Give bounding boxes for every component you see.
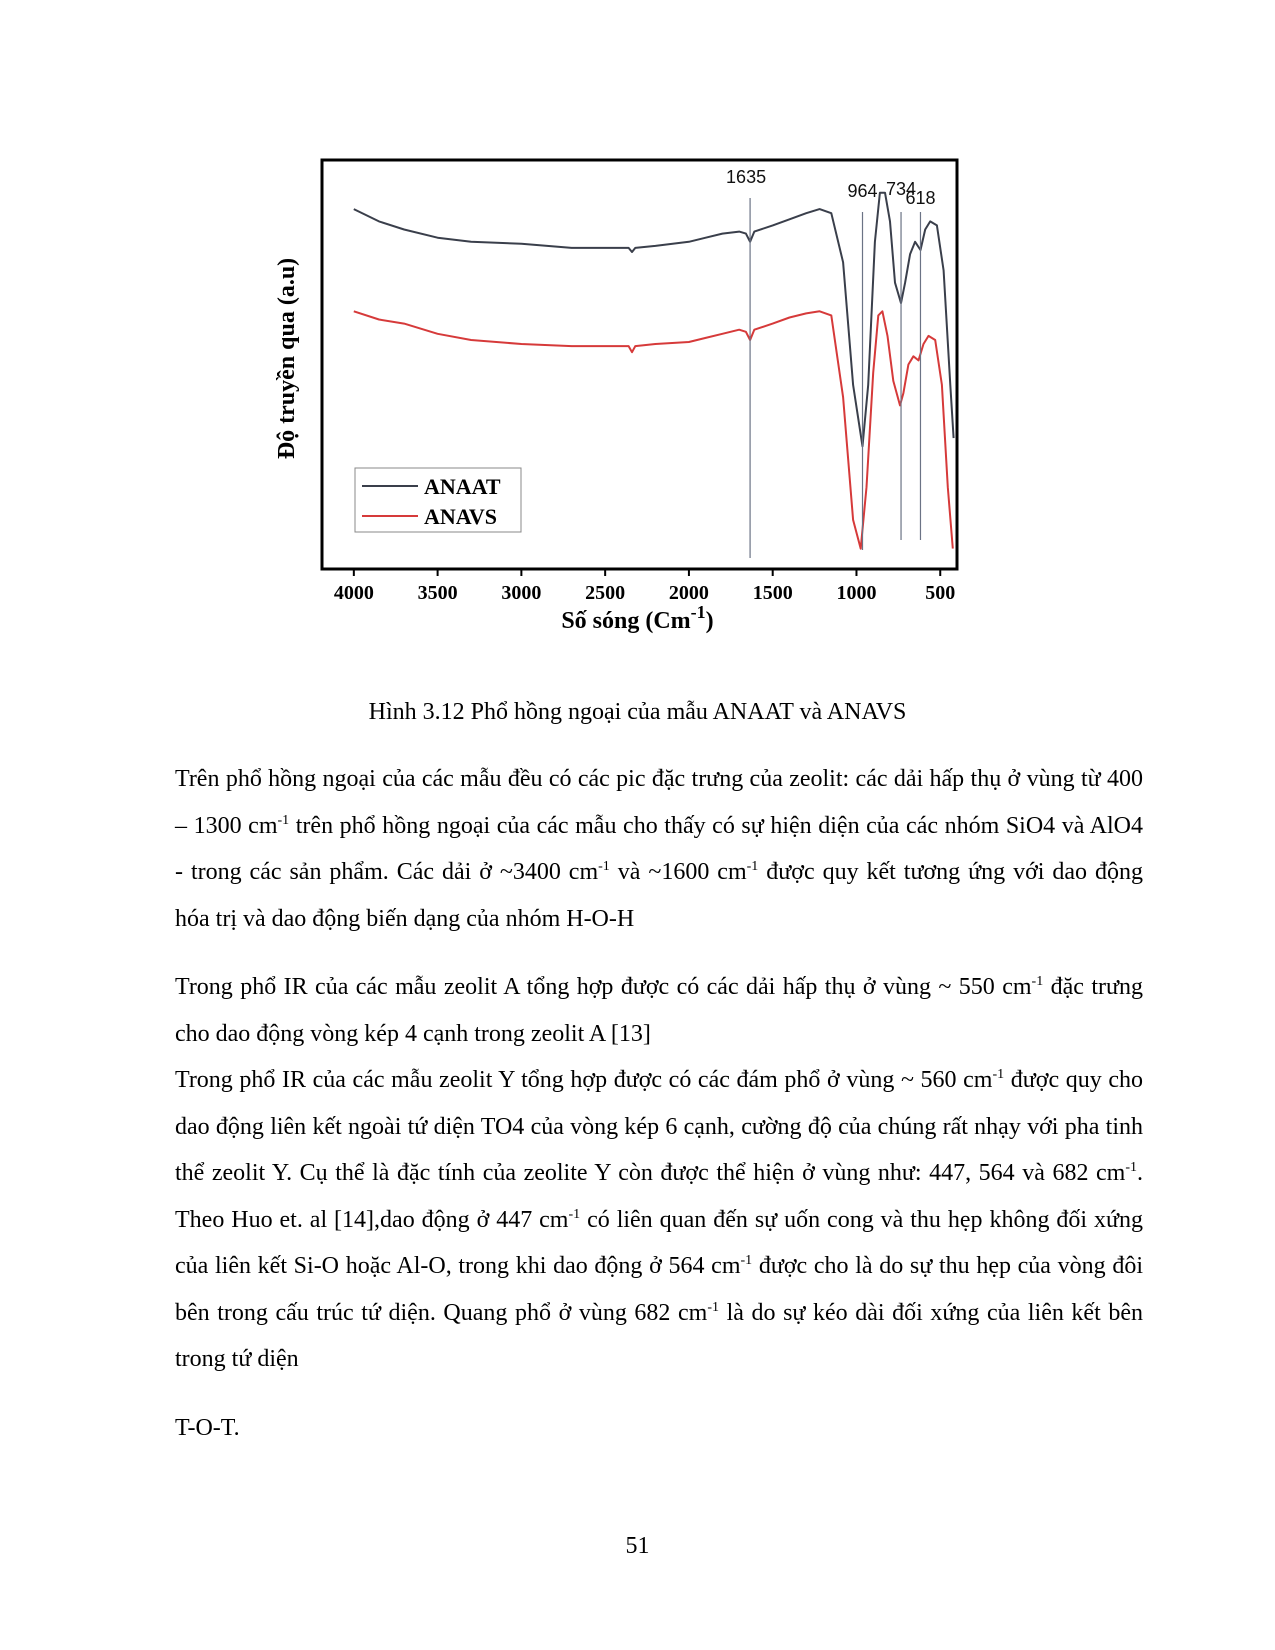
text-run: có liên quan đến sự uốn cong và thu hẹp không đối xứng của liên kết Si-O hoặc Al-O, trong khi dao động ở 564 cm [175,1206,1144,1279]
paragraph [175,964,1143,1057]
peak-label-964: 964 [847,181,878,201]
superscript: -1 [277,812,290,828]
superscript: -1 [992,1067,1005,1082]
figure-caption: Hình 3.12 Phổ hồng ngoại của mẫu ANAAT và ANAVS [368,699,907,725]
text-run: là do sự kéo dài đối xứng của liên kết bên trong tứ diện [175,1299,1143,1372]
text-run: Trên phổ hồng ngoại của các mẫu đều có các pic đặc trưng của zeolit: các dải hấp thụ ở vùng từ 400 – 1300 cm [175,766,1143,839]
superscript: -1 [598,859,610,874]
legend-label-anavs: ANAVS [424,504,497,529]
x-tick-label: 2000 [668,582,709,604]
superscript: -1 [568,1206,581,1222]
peak-label-618: 618 [905,188,936,208]
x-tick-label: 500 [925,582,956,604]
series-line-anaat [354,193,954,447]
x-tick-label: 1500 [752,582,793,604]
x-tick-label: 4000 [333,582,374,604]
text-run: . Theo Huo et. al [14],dao động ở 447 cm [175,1160,1143,1233]
text-run: T-O-T. [175,1415,240,1441]
superscript: -1 [707,1299,719,1315]
x-axis-label: Số sóng $(Cm^{-1})$ [561,602,714,634]
text-run: được cho là do sự thu hẹp của vòng đôi bên trong cấu trúc tứ diện. Quang phổ ở vùng 682 cm [175,1253,1144,1326]
text-run: Trong phổ IR của các mẫu zeolit A tổng hợp được có các dải hấp thụ ở vùng ~ 550 cm [175,974,1032,1000]
paragraph [175,1405,1143,1452]
x-tick-label: 1000 [836,582,877,604]
peak-label-1635: 1635 [726,167,767,187]
text-run: được quy cho dao động liên kết ngoài tứ diện TO4 của vòng kép 6 cạnh, cường độ của chúng rất nhạy với pha tinh thể zeolit Y. Cụ thể là đặc tính của zeolite Y còn được thể hiện ở vùng như: 447, 564 và 682 cm [175,1067,1143,1186]
ir-spectrum-chart [270,150,1040,670]
y-axis-label: Độ truyền qua (a.u) [274,257,300,460]
superscript: -1 [1125,1160,1137,1175]
peak-label-734: 734 [886,179,917,199]
superscript: -1 [746,859,759,874]
text-run: được quy kết tương ứng với dao động hóa trị và dao động biến dạng của nhóm H-O-H [175,859,1143,932]
ir-spectrum-figure [270,150,1040,670]
legend-label-anaat: ANAAT [424,474,501,499]
x-tick-label: 3500 [417,582,458,604]
text-run: và ~1600 cm [609,859,747,885]
superscript: -1 [740,1253,753,1268]
text-run: trên phổ hồng ngoại của các mẫu cho thấy có sự hiện diện của các nhóm SiO4 và AlO4 - trong các sản phẩm. Các dải ở ~3400 cm [175,812,1144,885]
text-run: Trong phổ IR của các mẫu zeolit Y tổng hợp được có các đám phổ ở vùng ~ 560 cm [175,1067,993,1093]
superscript: -1 [1031,974,1044,989]
paragraph [175,1057,1143,1383]
x-tick-label: 2500 [585,582,626,604]
paragraph [175,756,1143,942]
page-number: 51 [625,1533,650,1559]
text-run: đặc trưng cho dao động vòng kép 4 cạnh trong zeolit A [13] [175,974,1143,1047]
x-tick-label: 3000 [501,582,542,604]
